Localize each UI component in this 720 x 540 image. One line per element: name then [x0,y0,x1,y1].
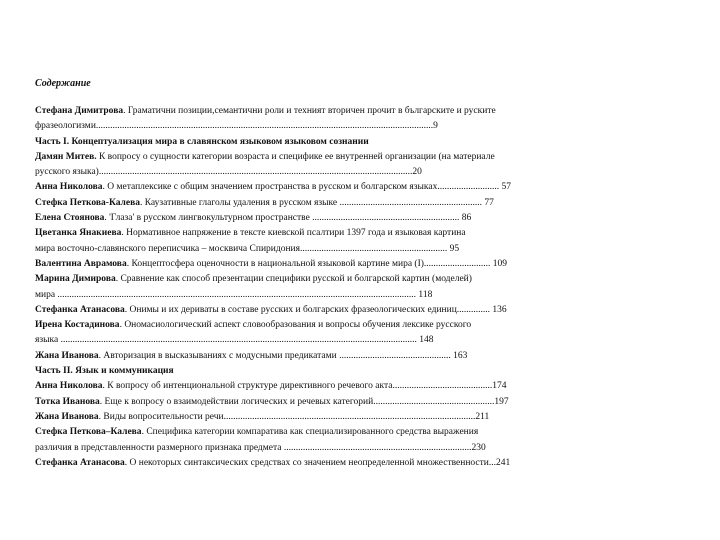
toc-entry-text: различия в представленности размерного признака предмета ...............................................................................230 [35,442,486,453]
toc-author: Стефанка Атанасова [35,457,125,468]
toc-entry-text: . Ономасиологический аспект словообразования и вопросы обучения лексике русского [119,320,472,331]
toc-entry-line [35,456,635,471]
toc-author: Дамян Митев. [35,151,97,162]
toc-author: Елена Стоянова [35,213,105,224]
toc-part-heading [35,135,635,150]
toc-entry-text: языка ...................................................................................................................................................... 148 [35,335,434,346]
toc-entry-line [35,441,635,456]
toc-entry-text: . Виды вопросительности речи..........................................................................................................211 [98,411,490,422]
document-page [35,78,635,471]
toc-entry-text: . 'Глаза' в русском лингвокультурном пространстве .............................................................. 86 [104,213,472,224]
toc-author: Анна Николова [35,182,103,193]
toc-author: Стефана Димитрова [35,106,124,116]
toc-entry-text: мира восточно-славянского переписчика – москвича Спиридония.............................................................. 95 [35,243,460,254]
toc-entry-text: мира ....................................................................................................................................................... 118 [35,289,433,300]
table-of-contents [35,104,635,471]
toc-entry-text: фразеологизми..............................................................................................................................................9 [35,121,438,132]
toc-entry-line [35,379,635,394]
toc-entry-text: . О метаплексике с общим значением пространства в русском и болгарском языках.......................... 57 [102,182,511,193]
toc-entry-text: . Специфика категории компаратива как специализированного средства выражения [141,427,479,438]
toc-entry-line [35,242,635,257]
toc-author: Жана Иванова [35,350,99,361]
toc-entry-line [35,318,635,333]
toc-author: Стефка Петкова–Калева [35,427,142,438]
toc-entry-text: . Граматични позиции,семантични роли и техният вторичен прочит в българските и руските [123,106,496,116]
toc-entry-line [35,180,635,195]
toc-author: Анна Николова [35,381,103,392]
toc-entry-line [35,211,635,226]
toc-entry-text: . Концептосфера оценочности в национальной языковой картине мира (I)............................ 109 [126,258,508,269]
toc-author: Тотка Иванова [35,396,100,407]
toc-author: Жана Иванова [35,411,99,422]
toc-entry-line [35,165,635,180]
toc-entry-line [35,425,635,440]
toc-entry-text: . Нормативное напряжение в тексте киевской псалтири 1397 года и языковая картина [121,228,466,239]
toc-entry-text: . Онимы и их дериваты в составе русских и болгарских фразеологических единиц.............. 136 [124,304,507,315]
toc-entry-line [35,196,635,211]
toc-entry-line [35,104,635,119]
toc-entry-line [35,333,635,348]
toc-author: Стефка Петкова-Калева [35,197,140,208]
toc-entry-line [35,303,635,318]
toc-entry-line [35,395,635,410]
toc-entry-text: русского языка)....................................................................................................................................20 [35,167,422,178]
toc-entry-text: К вопросу о сущности категории возраста и специфике ее внутренней организации (на материале [96,151,495,162]
toc-entry-text: . Авторизация в высказываниях с модусными предикатами ............................................... 163 [98,350,468,361]
toc-author: Валентина Аврамова [35,258,127,269]
toc-entry-text: . К вопросу об интенциональной структуре директивного речевого акта..........................................174 [102,381,507,392]
contents-heading: Содержание [35,78,91,89]
toc-entry-line [35,410,635,425]
toc-entry-line [35,257,635,272]
toc-entry-text: . О некоторых синтаксических средствах со значением неопределенной множественности...241 [124,457,511,468]
toc-entry-text: . Еще к вопросу о взаимодействии логических и речевых категорий...................................................197 [99,396,509,407]
toc-author: Стефанка Атанасова [35,304,125,315]
toc-entry-line [35,288,635,303]
toc-entry-text: . Каузативные глаголы удаления в русском языке ............................................................ 77 [139,197,494,208]
toc-entry-line [35,119,635,134]
part-title: Часть I. Концептуализация мира в славянском языковом языковом сознании [35,136,369,147]
toc-entry-line [35,150,635,165]
toc-entry-line [35,226,635,241]
toc-author: Марина Димирова [35,274,116,285]
toc-author: Цветанка Янакиева [35,228,122,239]
part-title: Часть II. Язык и коммуникация [35,366,174,377]
toc-entry-line [35,272,635,287]
toc-part-heading [35,364,635,379]
toc-entry-line [35,349,635,364]
toc-author: Ирена Костадинова [35,320,120,331]
toc-entry-text: . Сравнение как способ презентации специфики русской и болгарской картин (моделей) [115,274,472,285]
